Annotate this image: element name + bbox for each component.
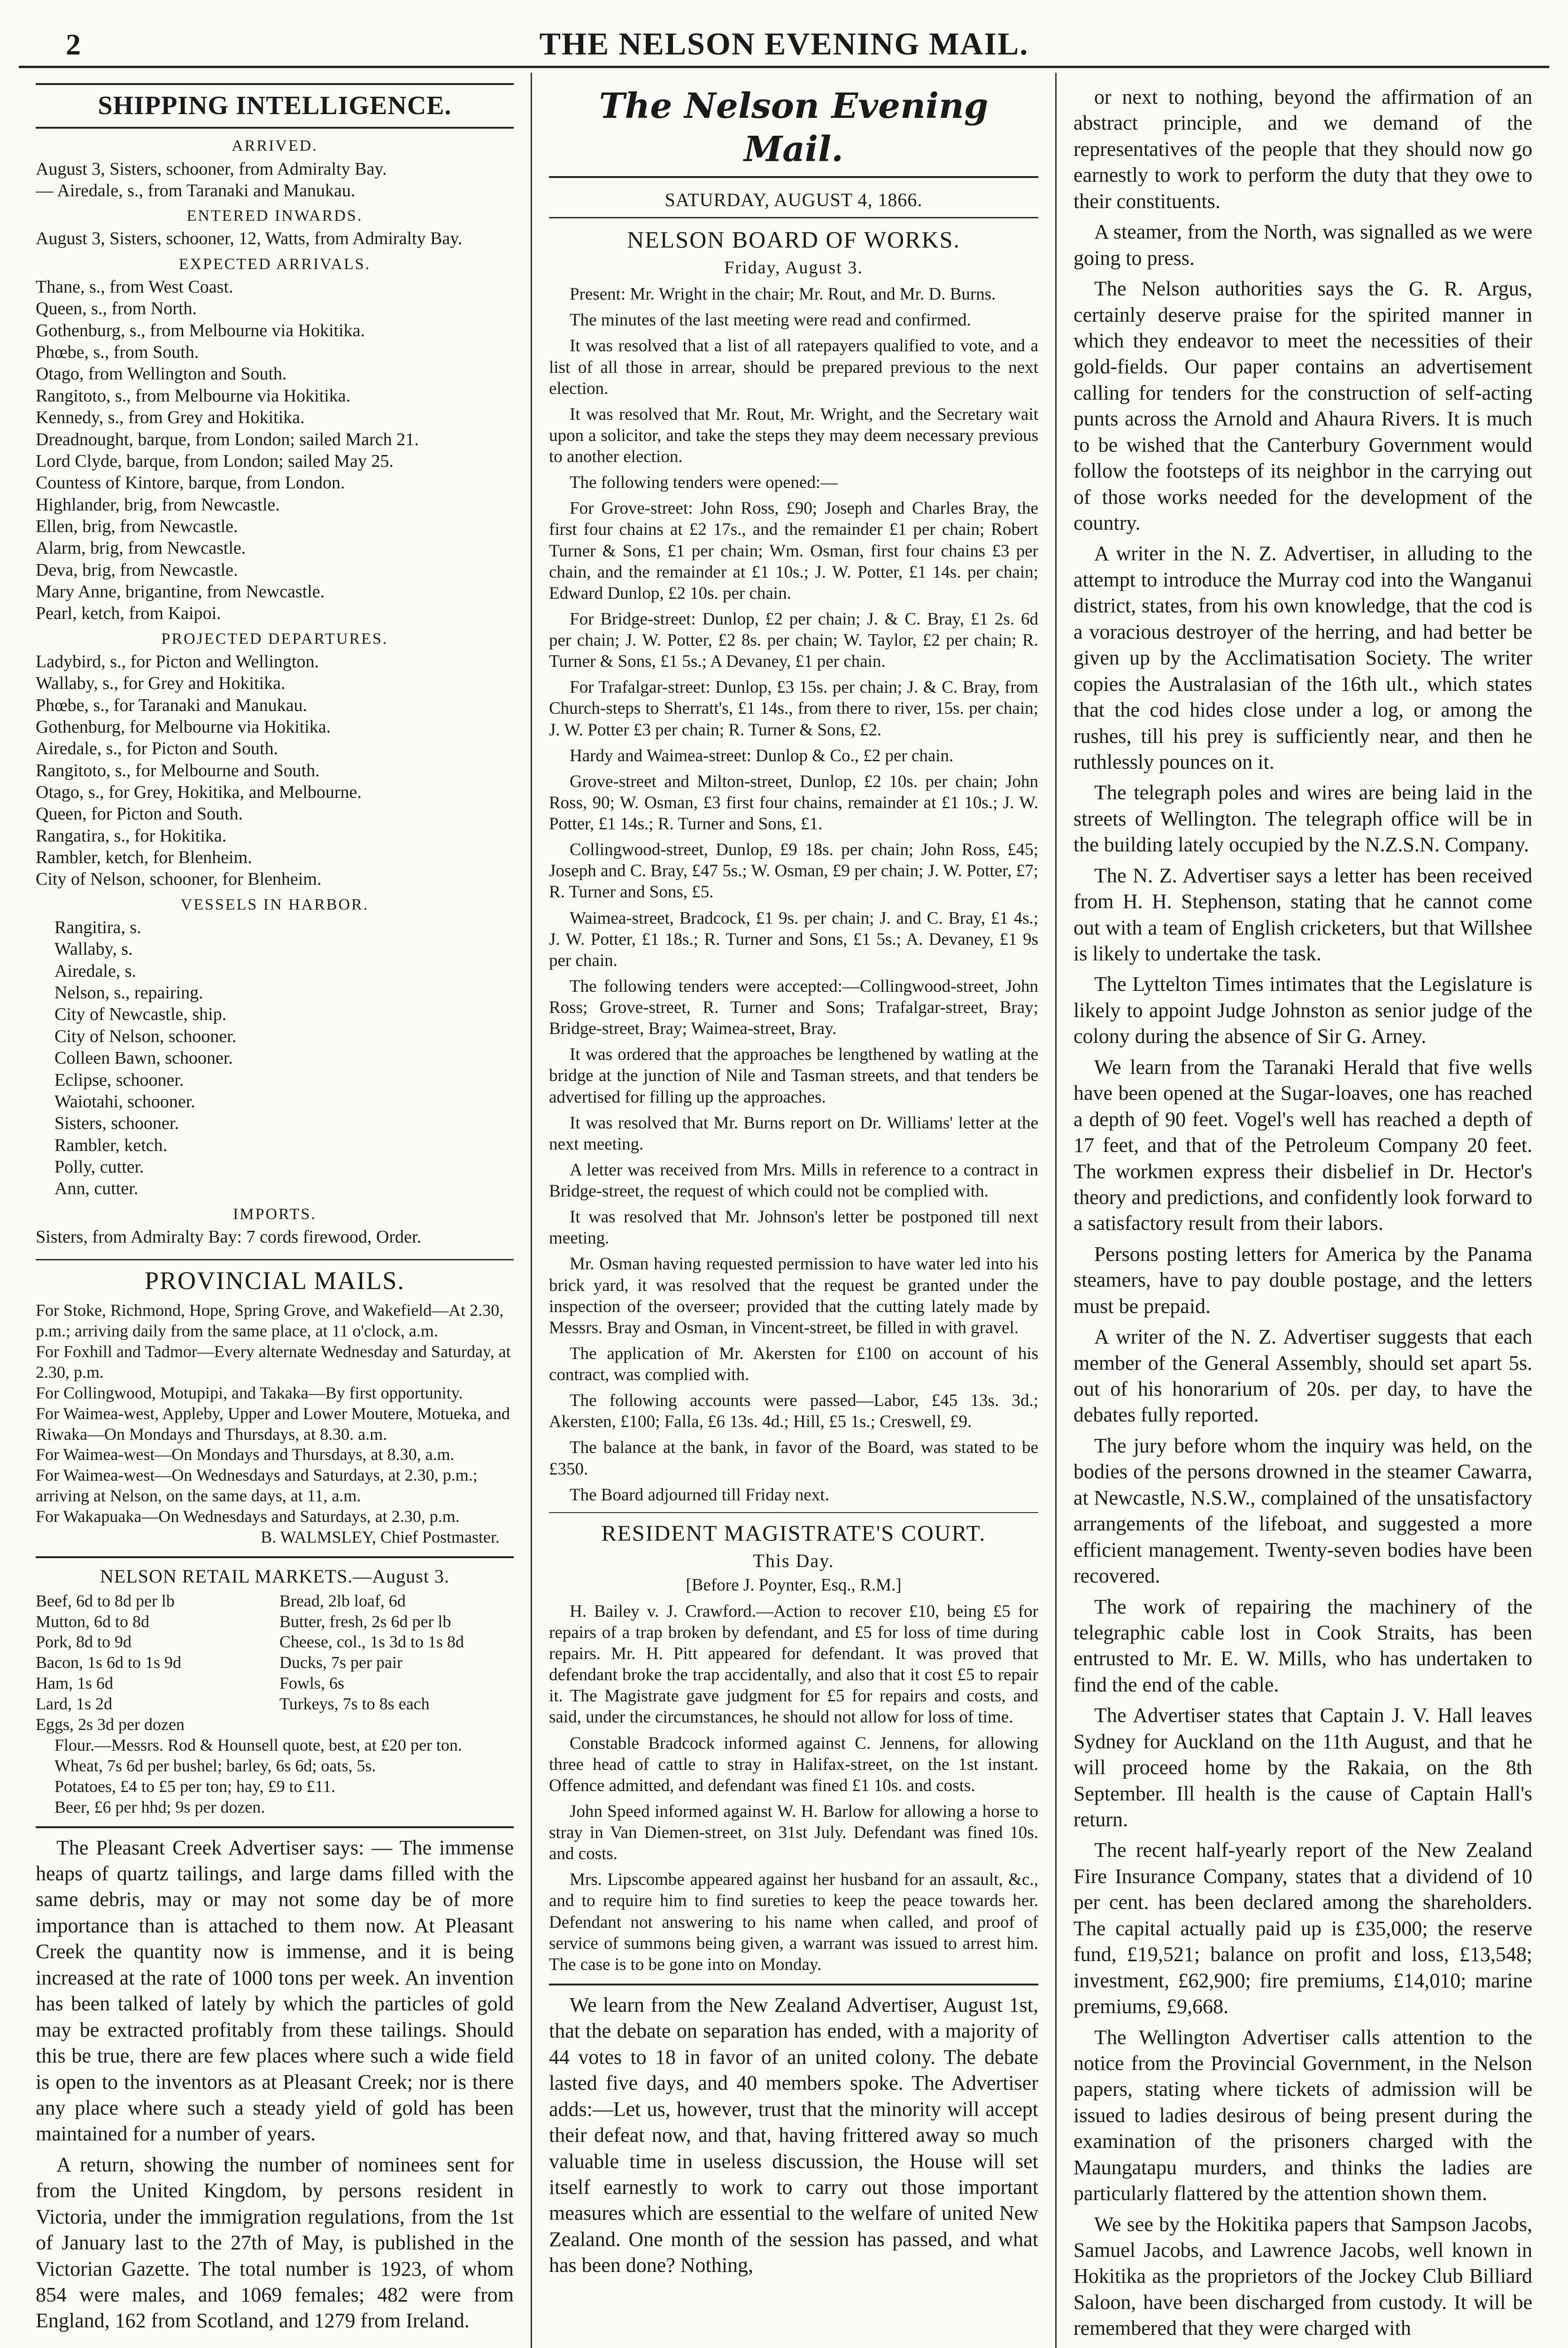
projected-item: Otago, s., for Grey, Hokitika, and Melbourne. <box>36 782 362 803</box>
board-paragraph: The Board adjourned till Friday next. <box>570 1485 829 1505</box>
board-paragraph: The following accounts were passed—Labor, £45 13s. 3d.; Akersten, £100; Falla, £6 13s. 4d.; Hill, £5 1s.; Creswell, £9. <box>549 1391 1038 1432</box>
mails-list <box>36 1300 514 1527</box>
court-heading: RESIDENT MAGISTRATE'S COURT. <box>601 1521 986 1546</box>
harbor-item: Polly, cutter. <box>54 1157 144 1177</box>
board-paragraph: For Grove-street: John Ross, £90; Joseph and Charles Bray, the first four chains at £2 17s., and the remainder £1 per chain; Robert Turner & Sons, £1 per chain; Wm. Osman, first four chains £3 per chain, and the remainder at £1 10s.; J. W. Potter, £1 14s. per chain; Edward Dunlop, £2 10s. per chain. <box>549 499 1038 603</box>
article-paragraph: The Wellington Advertiser calls attention to the notice from the Provincial Government, in the Nelson papers, stating where tickets of admission will be issued to ladies desirous of being present during the examination of the prisoners charged with the Maungatapu murders, and thinks the ladies are particularly flattered by the attention shown them. <box>1074 2025 1532 2205</box>
projected-item: Rambler, ketch, for Blenheim. <box>36 848 252 868</box>
expected-item: Rangitoto, s., from Melbourne via Hokitika. <box>36 386 351 406</box>
harbor-item: Waiotahi, schooner. <box>54 1091 195 1112</box>
projected-item: Airedale, s., for Picton and South. <box>36 739 278 759</box>
article-paragraph: or next to nothing, beyond the affirmation of an abstract principle, and we demand of the representatives of the people that they should now go earnestly to work to perform the duty that they owe to their constituents. <box>1074 85 1532 213</box>
mail-route: For Waimea-west—On Mondays and Thursdays, at 8.30, a.m. <box>36 1445 455 1464</box>
mail-route: For Foxhill and Tadmor—Every alternate Wednesday and Saturday, at 2.30, p.m. <box>36 1342 511 1382</box>
projected-item: Rangatira, s., for Hokitika. <box>36 826 227 846</box>
board-paragraph: It was resolved that Mr. Rout, Mr. Wright, and the Secretary wait upon a solicitor, and take the steps they may deem necessary previous to another election. <box>549 404 1038 467</box>
divider <box>36 1826 514 1828</box>
court-paragraph: Constable Bradcock informed against C. Jennens, for allowing three head of cattle to stray in Halifax-street, on the 1st instant. Offence admitted, and defendant was fined £1 10s. and costs. <box>549 1733 1038 1795</box>
board-paragraph: Present: Mr. Wright in the chair; Mr. Rout, and Mr. D. Burns. <box>570 285 996 304</box>
imports-heading: IMPORTS. <box>233 1205 317 1223</box>
expected-item: Lord Clyde, barque, from London; sailed May 25. <box>36 451 394 471</box>
columns <box>19 73 1549 2348</box>
harbor-item: Rambler, ketch. <box>54 1135 168 1155</box>
article-paragraph: We learn from the Taranaki Herald that five wells have been opened at the Sugar-loaves, one has reached a depth of 90 feet. Vogel's well has reached a depth of 17 feet, and that of the Petroleum Company 20 feet. The workmen express their disbelief in Dr. Hector's theory and predictions, and confidently look forward to a satisfactory result from their labors. <box>1074 1055 1532 1235</box>
harbor-heading: VESSELS IN HARBOR. <box>180 896 369 913</box>
article-paragraph: The recent half-yearly report of the New Zealand Fire Insurance Company, states that a dividend of 10 per cent. has been declared among the shareholders. The capital actually paid up is £35,000; the reserve fund, £19,521; balance on profit and loss, £13,548; investment, £62,900; fire premiums, £14,010; marine premiums, £9,668. <box>1074 1838 1532 2018</box>
projected-item: Gothenburg, for Melbourne via Hokitika. <box>36 717 331 737</box>
market-price: Pork, 8d to 9d <box>36 1632 132 1652</box>
mail-route: For Wakapuaka—On Wednesdays and Saturdays, at 2.30, p.m. <box>36 1507 460 1526</box>
masthead <box>19 19 1549 68</box>
board-paragraph: The balance at the bank, in favor of the Board, was stated to be £350. <box>549 1438 1038 1479</box>
court-report <box>549 1601 1038 1975</box>
court-paragraph: H. Bailey v. J. Crawford.—Action to recover £10, being £5 for repairs of a trap broken by defendant, and £5 for loss of time during repairs. Mr. H. Pitt appeared for defendant. It was proved that defendant broke the trap accidentally, and also that it cost £5 to repair it. The Magistrate gave judgment for £5 for repairs and costs, and said, under the circumstances, he should not allow for loss of time. <box>549 1601 1038 1727</box>
expected-item: Kennedy, s., from Grey and Hokitika. <box>36 408 305 428</box>
expected-list <box>36 276 514 625</box>
harbor-item: Colleen Bawn, schooner. <box>54 1048 233 1068</box>
divider <box>36 1556 514 1558</box>
article-paragraph: Persons posting letters for America by the Panama steamers, have to pay double postage, and the letters must be prepaid. <box>1074 1242 1532 1318</box>
mail-route: For Stoke, Richmond, Hope, Spring Grove, and Wakefield—At 2.30, p.m.; arriving daily from the same place, at 11 o'clock, a.m. <box>36 1301 504 1341</box>
news-paragraphs <box>1074 84 1532 2341</box>
article-paragraph: A return, showing the number of nominees sent for from the United Kingdom, by persons resident in Victoria, under the immigration regulations, from the 1st of January last to the 27th of May, is published in the Victorian Gazette. The total number is 1923, of whom 854 were males, and 1069 females; 482 were from England, 162 from Scotland, and 1279 from Ireland. <box>36 2153 514 2333</box>
divider <box>549 1512 1038 1513</box>
projected-item: Wallaby, s., for Grey and Hokitika. <box>36 673 286 694</box>
markets-table <box>36 1591 514 1735</box>
markets-heading: NELSON RETAIL MARKETS.—August 3. <box>100 1566 449 1587</box>
board-paragraph: Grove-street and Milton-street, Dunlop, £2 10s. per chain; John Ross, 90; W. Osman, £3 first four chains, remainder at £1 10s.; J. W. Potter, £1 14s.; R. Turner and Sons, £1. <box>549 772 1038 834</box>
market-price: Ham, 1s 6d <box>36 1674 113 1693</box>
projected-item: City of Nelson, schooner, for Blenheim. <box>36 869 322 889</box>
market-price: Flour.—Messrs. Rod & Hounsell quote, best, at £20 per ton. <box>54 1735 462 1754</box>
arrived-item: — Airedale, s., from Taranaki and Manukau. <box>36 180 355 201</box>
projected-item: Rangitoto, s., for Melbourne and South. <box>36 760 320 780</box>
expected-item: Highlander, brig, from Newcastle. <box>36 494 280 515</box>
entered-item: August 3, Sisters, schooner, 12, Watts, from Admiralty Bay. <box>36 229 463 249</box>
board-paragraph: Mr. Osman having requested permission to have water led into his brick yard, it was resolved that the request be granted under the inspection of the overseer; provided that the cutting lately made by Messrs. Bray and Osman, in Vincent-street, be filled in with gravel. <box>549 1254 1038 1337</box>
market-price: Mutton, 6d to 8d <box>36 1612 150 1631</box>
harbor-item: Wallaby, s. <box>54 939 133 959</box>
expected-item: Deva, brig, from Newcastle. <box>36 560 238 580</box>
board-paragraph: Waimea-street, Bradcock, £1 9s. per chain; J. and C. Bray, £1 4s.; J. W. Potter, £1 18s.; R. Turner and Sons, £1 5s.; A. Devaney, £1 9s per chain. <box>549 908 1038 970</box>
shipping-heading: SHIPPING INTELLIGENCE. <box>36 83 514 129</box>
mail-route: For Waimea-west—On Wednesdays and Saturdays, at 2.30, p.m.; arriving at Nelson, on the same days, at 11, a.m. <box>36 1466 478 1506</box>
article-paragraph: The N. Z. Advertiser says a letter has been received from H. H. Stephenson, stating that he cannot come out with a team of English cricketers, but that Willshee is likely to undertake the task. <box>1074 864 1532 965</box>
projected-item: Queen, for Picton and South. <box>36 804 243 824</box>
harbor-item: Sisters, schooner. <box>54 1113 179 1134</box>
board-paragraph: Collingwood-street, Dunlop, £9 18s. per chain; John Ross, £45; Joseph and C. Bray, £47 5s.; W. Osman, £9 per chain; J. W. Potter, £7; R. Turner and Sons, £5. <box>549 840 1038 902</box>
arrived-heading: ARRIVED. <box>232 137 318 155</box>
article-paragraph: The telegraph poles and wires are being laid in the streets of Wellington. The telegraph office will be in the building lately occupied by the N.Z.S.N. Company. <box>1074 781 1532 857</box>
board-paragraph: A letter was received from Mrs. Mills in reference to a contract in Bridge-street, the request of which could not be complied with. <box>549 1160 1038 1201</box>
column-right <box>1057 73 1549 2348</box>
article-paragraph: We see by the Hokitika papers that Sampson Jacobs, Samuel Jacobs, and Lawrence Jacobs, well known in Hokitika as the proprietors of the Jockey Club Billiard Saloon, have been discharged from custody. It will be remembered that they were charged with <box>1074 2212 1532 2340</box>
market-price: Butter, fresh, 2s 6d per lb <box>279 1612 451 1631</box>
board-paragraph: It was resolved that a list of all ratepayers qualified to vote, and a list of all those in arrear, should be prepared previous to the next election. <box>549 336 1038 398</box>
harbor-item: Airedale, s. <box>54 961 137 981</box>
expected-item: Phœbe, s., from South. <box>36 342 199 363</box>
harbor-item: Nelson, s., repairing. <box>54 983 203 1003</box>
article-paragraph: The Lyttelton Times intimates that the Legislature is likely to appoint Judge Johnston as senior judge of the colony during the absence of Sir G. Arney. <box>1074 973 1532 1048</box>
board-paragraph: The following tenders were accepted:—Collingwood-street, John Ross; Grove-street, R. Turner and Sons; Trafalgar-street, Bray; Bridge-street, Bray; Waimea-street, Bray. <box>549 976 1038 1039</box>
markets-left <box>36 1591 270 1735</box>
harbor-item: City of Newcastle, ship. <box>54 1004 227 1025</box>
mail-route: For Waimea-west, Appleby, Upper and Lower Moutere, Motueka, and Riwaka—On Mondays and Thursdays, at 8.30. a.m. <box>36 1404 510 1444</box>
expected-item: Countess of Kintore, barque, from London. <box>36 473 345 493</box>
expected-item: Otago, from Wellington and South. <box>36 364 287 384</box>
projected-item: Phœbe, s., for Taranaki and Manukau. <box>36 695 308 715</box>
expected-item: Thane, s., from West Coast. <box>36 277 233 297</box>
market-price: Wheat, 7s 6d per bushel; barley, 6s 6d; oats, 5s. <box>54 1756 376 1775</box>
projected-list <box>36 651 514 890</box>
article-paragraph: The work of repairing the machinery of the telegraphic cable lost in Cook Straits, has been entrusted to Mr. E. W. Mills, who has undertaken to find the end of the cable. <box>1074 1595 1532 1696</box>
board-paragraph: Hardy and Waimea-street: Dunlop & Co., £2 per chain. <box>570 746 954 765</box>
entered-heading: ENTERED INWARDS. <box>186 207 363 225</box>
article-paragraph: The jury before whom the inquiry was held, on the bodies of the persons drowned in the steamer Cawarra, at Newcastle, N.S.W., complained of the unsatisfactory arrangements of the lifeboat, and suggested a more efficient management. Twenty-seven bodies have been recovered. <box>1074 1434 1532 1588</box>
harbor-list <box>36 917 514 1200</box>
market-price: Fowls, 6s <box>279 1674 345 1693</box>
postmaster-signature: B. WALMSLEY, Chief Postmaster. <box>261 1528 500 1547</box>
harbor-item: Ann, cutter. <box>54 1179 139 1199</box>
expected-item: Gothenburg, s., from Melbourne via Hokitika. <box>36 320 365 340</box>
expected-item: Mary Anne, brigantine, from Newcastle. <box>36 582 325 602</box>
divider <box>549 1984 1038 1985</box>
article-paragraph: The Pleasant Creek Advertiser says: — The immense heaps of quartz tailings, and large dams filled with the same debris, may or may not some day be of more importance than is attached to them now. At Pleasant Creek the quantity now is immense, and it is being increased at the rate of 1000 tons per week. An invention has been talked of lately by which the particles of gold may be extracted profitably from these tailings. Should this be true, there are few places where such a wide field is open to the inventors as at Pleasant Creek; nor is there any place where such a steady yield of gold has been maintained for a number of years. <box>36 1836 514 2146</box>
harbor-item: Rangitira, s. <box>54 918 141 937</box>
board-paragraph: The following tenders were opened:— <box>570 473 838 493</box>
article-paragraph: The Nelson authorities says the G. R. Argus, certainly deserve praise for the spirited manner in which they endeavor to meet the necessities of their gold-fields. Our paper contains an advertisement calling for tenders for the construction of self-acting punts across the Arnold and Ahaura Rivers. It is much to be wished that the Canterbury Government would follow the footsteps of its neighbor in the carrying out of those works needed for the development of the country. <box>1074 277 1532 534</box>
board-report <box>549 284 1038 1506</box>
harbor-item: Eclipse, schooner. <box>54 1070 184 1090</box>
market-price: Cheese, col., 1s 3d to 1s 8d <box>279 1632 464 1652</box>
market-price: Bread, 2lb loaf, 6d <box>279 1591 406 1610</box>
board-paragraph: It was ordered that the approaches be lengthened by watling at the bridge at the junction of Nile and Tasman streets, and that tenders be advertised for filling up the approaches. <box>549 1045 1038 1107</box>
column-middle <box>531 73 1057 2348</box>
market-price: Beef, 6d to 8d per lb <box>36 1591 175 1610</box>
board-paragraph: The application of Mr. Akersten for £100 on account of his contract, was complied with. <box>549 1344 1038 1385</box>
board-paragraph: The minutes of the last meeting were read and confirmed. <box>570 310 971 330</box>
court-paragraph: Mrs. Lipscombe appeared against her husband for an assault, &c., and to require him to find sureties to keep the peace towards her. Defendant not answering to his name when called, and proof of service of summons being given, a warrant was issued to arrest him. The case is to be gone into on Monday. <box>549 1870 1038 1974</box>
mail-route: For Collingwood, Motupipi, and Takaka—By first opportunity. <box>36 1383 463 1402</box>
expected-item: Ellen, brig, from Newcastle. <box>36 516 238 536</box>
market-price: Potatoes, £4 to £5 per ton; hay, £9 to £11. <box>54 1776 336 1796</box>
markets-right <box>279 1591 514 1735</box>
expected-item: Queen, s., from North. <box>36 299 197 319</box>
harbor-item: City of Nelson, schooner. <box>54 1026 237 1046</box>
newspaper-title: THE NELSON EVENING MAIL. <box>539 26 1029 62</box>
page-number: 2 <box>66 28 81 61</box>
article-paragraph: A steamer, from the North, was signalled as we were going to press. <box>1074 220 1532 270</box>
expected-item: Pearl, ketch, from Kaipoi. <box>36 603 221 624</box>
markets-extra <box>36 1735 514 1818</box>
projected-heading: PROJECTED DEPARTURES. <box>161 630 388 648</box>
article-paragraph: A writer in the N. Z. Advertiser, in alluding to the attempt to introduce the Murray cod into the Wanganui district, states, from his own knowledge, that the cod is a voracious destroyer of the herring, and had better be given up by the Acclimatisation Society. The writer copies the Australasian of the 16th ult., which states that the cod hides close under a log, or among the rushes, till his prey is sufficiently near, and then he ruthlessly pounces on it. <box>1074 542 1532 773</box>
projected-item: Ladybird, s., for Picton and Wellington. <box>36 651 319 672</box>
arrived-item: August 3, Sisters, schooner, from Admiralty Bay. <box>36 159 387 179</box>
article-paragraph: The Advertiser states that Captain J. V. Hall leaves Sydney for Auckland on the 11th August, and that he will proceed home by the Rakaia, on the 8th September. Ill health is the cause of Captain Hall's return. <box>1074 1704 1532 1831</box>
expected-item: Alarm, brig, from Newcastle. <box>36 538 246 558</box>
dateline: SATURDAY, AUGUST 4, 1866. <box>549 188 1038 219</box>
market-price: Eggs, 2s 3d per dozen <box>36 1715 185 1734</box>
court-paragraph: John Speed informed against W. H. Barlow for allowing a horse to stray in Van Diemen-street, on 31st July. Defendant was fined 10s. and costs. <box>549 1801 1038 1864</box>
board-date: Friday, August 3. <box>724 258 863 278</box>
court-date: This Day. <box>753 1550 834 1572</box>
market-price: Lard, 1s 2d <box>36 1694 112 1714</box>
column-left <box>19 73 531 2348</box>
board-paragraph: It was resolved that Mr. Johnson's letter be postponed till next meeting. <box>549 1207 1038 1248</box>
court-before: [Before J. Poynter, Esq., R.M.] <box>686 1575 902 1595</box>
market-price: Beer, £6 per hhd; 9s per dozen. <box>54 1797 265 1816</box>
article-paragraph: We learn from the New Zealand Advertiser, August 1st, that the debate on separation has ended, with a majority of 44 votes to 18 in favor of an united colony. The debate lasted five days, and 40 members spoke. The Advertiser adds:—Let us, however, trust that the minority will accept their defeat now, and that, having frittered away so much valuable time in useless discussion, the House will set itself earnestly to work to carry out those important measures which are essential to the welfare of united New Zealand. One month of the session has passed, and what has been done? Nothing, <box>549 1993 1038 2277</box>
imports-item: Sisters, from Admiralty Bay: 7 cords firewood, Order. <box>36 1227 422 1247</box>
board-heading: NELSON BOARD OF WORKS. <box>627 226 960 253</box>
market-price: Turkeys, 7s to 8s each <box>279 1694 430 1714</box>
market-price: Ducks, 7s per pair <box>279 1653 402 1672</box>
expected-item: Dreadnought, barque, from London; sailed March 21. <box>36 429 419 449</box>
mails-heading: PROVINCIAL MAILS. <box>36 1259 514 1297</box>
board-paragraph: For Trafalgar-street: Dunlop, £3 15s. per chain; J. & C. Bray, from Church-steps to Sherratt's, £1 14s., from there to river, 15s. per chain; J. W. Potter £3 per chain; R. Turner & Sons, £2. <box>549 678 1038 740</box>
article-paragraph: A writer of the N. Z. Advertiser suggests that each member of the General Assembly, should set apart 5s. out of his honorarium of 20s. per day, to have the debates fully reported. <box>1074 1325 1532 1427</box>
paper-nameplate: The Nelson Evening Mail. <box>549 79 1038 178</box>
market-price: Bacon, 1s 6d to 1s 9d <box>36 1653 181 1672</box>
board-paragraph: It was resolved that Mr. Burns report on Dr. Williams' letter at the next meeting. <box>549 1113 1038 1154</box>
board-paragraph: For Bridge-street: Dunlop, £2 per chain; J. & C. Bray, £1 2s. 6d per chain; J. W. Potter, £2 8s. per chain; W. Taylor, £2 per chain; R. Turner & Sons, £1 5s.; A Devaney, £1 per chain. <box>549 609 1038 672</box>
expected-heading: EXPECTED ARRIVALS. <box>178 255 371 273</box>
